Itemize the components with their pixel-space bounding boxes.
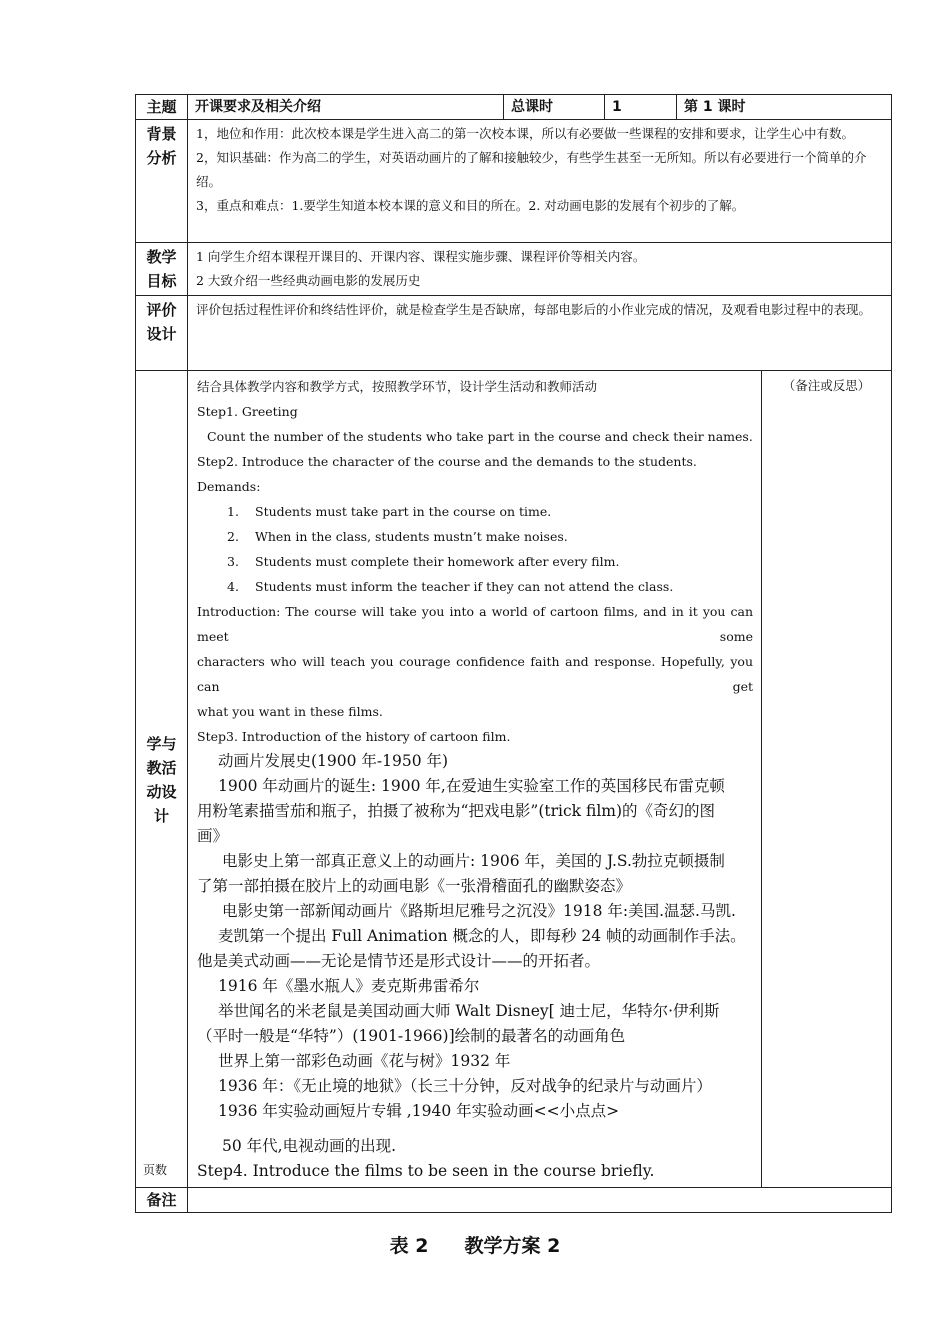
history-line: 画》 bbox=[197, 827, 229, 845]
evaluation-label-line1: 评价 bbox=[146, 301, 177, 319]
background-line-3: 3，重点和难点：1.要学生知道本校本课的意义和目的所在。2. 对动画电影的发展有个初步的了解。 bbox=[196, 198, 745, 213]
activities-row bbox=[136, 371, 892, 1188]
background-line-1: 1，地位和作用：此次校本课是学生进入高二的第一次校本课，所以有必要做一些课程的安排和要求，让学生心中有数。 bbox=[196, 126, 854, 141]
objective-line-2: 2 大致介绍一些经典动画电影的发展历史 bbox=[196, 273, 421, 288]
activities-content bbox=[188, 371, 762, 1188]
history-line: 电影史第一部新闻动画片《路斯坦尼雅号之沉没》1918 年:美国.温瑟.马凯. bbox=[222, 902, 736, 920]
evaluation-row bbox=[136, 296, 892, 371]
history-line: 世界上第一部彩色动画《花与树》1932 年 bbox=[218, 1052, 511, 1070]
remarks-row bbox=[136, 1188, 892, 1213]
objectives-label bbox=[136, 243, 188, 296]
step1-heading: Step1. Greeting bbox=[197, 404, 298, 419]
demand-number: 4. bbox=[227, 579, 239, 594]
background-label-line1: 背景 bbox=[146, 125, 177, 143]
demand-item bbox=[197, 499, 753, 524]
demand-text: Students must take part in the course on time. bbox=[255, 504, 552, 519]
caption-title: 教学方案 2 bbox=[464, 1235, 561, 1257]
objectives-content bbox=[188, 243, 892, 296]
step3-heading: Step3. Introduction of the history of cartoon film. bbox=[197, 729, 511, 744]
background-content bbox=[188, 120, 892, 243]
activities-label bbox=[136, 371, 188, 1188]
next-table-caption bbox=[0, 1231, 950, 1258]
demand-item bbox=[197, 574, 753, 599]
demand-text: Students must inform the teacher if they can not attend the class. bbox=[255, 579, 674, 594]
history-line: 用粉笔素描雪茄和瓶子，拍摄了被称为“把戏电影”(trick film)的《奇幻的图 bbox=[197, 802, 716, 820]
fifties-line: 50 年代,电视动画的出现. bbox=[222, 1137, 397, 1155]
topic-value: 开课要求及相关介绍 bbox=[188, 95, 504, 120]
page-count-label: 页数 bbox=[143, 1163, 168, 1177]
history-line: 举世闻名的米老鼠是美国动画大师 Walt Disney[ 迪士尼，华特尔·伊利斯 bbox=[218, 1002, 720, 1020]
demands-label: Demands: bbox=[197, 479, 261, 494]
activities-intro: 结合具体教学内容和教学方式，按照教学环节，设计学生活动和教师活动 bbox=[197, 379, 598, 394]
evaluation-label-line2: 设计 bbox=[146, 325, 177, 343]
objectives-label-line1: 教学 bbox=[146, 248, 177, 266]
evaluation-content bbox=[188, 296, 892, 371]
lesson-number: 第 1 课时 bbox=[677, 95, 892, 120]
note-reflection-column bbox=[762, 371, 892, 1188]
background-row bbox=[136, 120, 892, 243]
history-line: 1900 年动画片的诞生: 1900 年,在爱迪生实验室工作的英国移民布雷克顿 bbox=[218, 777, 725, 795]
objective-line-1: 1 向学生介绍本课程开课目的、开课内容、课程实施步骤、课程评价等相关内容。 bbox=[196, 249, 646, 264]
demand-text: When in the class, students mustn’t make noises. bbox=[255, 529, 568, 544]
demand-number: 2. bbox=[227, 529, 239, 544]
introduction-line-1: Introduction: The course will take you into a world of cartoon films, and in it you can meet some bbox=[197, 604, 753, 644]
background-label bbox=[136, 120, 188, 243]
remarks-label: 备注 bbox=[136, 1188, 188, 1213]
demand-item bbox=[197, 524, 753, 549]
demand-number: 1. bbox=[227, 504, 239, 519]
note-header: （备注或反思） bbox=[782, 378, 871, 393]
introduction-line-2: characters who will teach you courage confidence faith and response. Hopefully, you can get bbox=[197, 654, 753, 694]
demand-item bbox=[197, 549, 753, 574]
activities-label-line4: 计 bbox=[153, 807, 169, 825]
activities-label-line2: 教活 bbox=[146, 759, 177, 777]
demand-text: Students must complete their homework after every film. bbox=[255, 554, 620, 569]
objectives-label-line2: 目标 bbox=[146, 272, 177, 290]
evaluation-label bbox=[136, 296, 188, 371]
history-list bbox=[197, 749, 753, 1124]
topic-label: 主题 bbox=[136, 95, 188, 120]
header-row bbox=[136, 95, 892, 120]
lesson-plan-table bbox=[135, 94, 892, 1213]
history-line: 动画片发展史(1900 年-1950 年) bbox=[218, 752, 449, 770]
history-line: （平时一般是“华特”）(1901-1966)]绘制的最著名的动画角色 bbox=[197, 1027, 626, 1045]
step4-heading: Step4. Introduce the films to be seen in the course briefly. bbox=[197, 1162, 655, 1180]
history-line: 了第一部拍摄在胶片上的动画电影《一张滑稽面孔的幽默姿态》 bbox=[197, 877, 632, 895]
history-line: 麦凯第一个提出 Full Animation 概念的人，即每秒 24 帧的动画制作手法。 bbox=[218, 927, 746, 945]
total-hours-label: 总课时 bbox=[504, 95, 605, 120]
history-line: 1936 年实验动画短片专辑 ,1940 年实验动画<<小点点> bbox=[218, 1102, 620, 1120]
demand-number: 3. bbox=[227, 554, 239, 569]
objectives-row bbox=[136, 243, 892, 296]
history-line: 电影史上第一部真正意义上的动画片: 1906 年，美国的 J.S.勃拉克顿摄制 bbox=[222, 852, 725, 870]
introduction-line-3: what you want in these films. bbox=[197, 704, 383, 719]
step1-detail: Count the number of the students who take part in the course and check their names. bbox=[207, 429, 753, 444]
caption-table-number: 表 2 bbox=[389, 1235, 429, 1257]
total-hours-value: 1 bbox=[605, 95, 677, 120]
history-line: 1916 年《墨水瓶人》麦克斯弗雷希尔 bbox=[218, 977, 480, 995]
activities-label-line3: 动设 bbox=[146, 783, 177, 801]
remarks-value bbox=[188, 1188, 892, 1213]
step2-heading: Step2. Introduce the character of the course and the demands to the students. bbox=[197, 454, 697, 469]
activities-label-line1: 学与 bbox=[146, 735, 177, 753]
background-label-line2: 分析 bbox=[146, 149, 177, 167]
history-line: 他是美式动画——无论是情节还是形式设计——的开拓者。 bbox=[197, 952, 601, 970]
evaluation-text: 评价包括过程性评价和终结性评价，就是检查学生是否缺席，每部电影后的小作业完成的情况，及观看电影过程中的表现。 bbox=[196, 302, 872, 317]
history-line: 1936 年：《无止境的地狱》（长三十分钟，反对战争的纪录片与动画片） bbox=[218, 1077, 712, 1095]
background-line-2: 2，知识基础：作为高二的学生，对英语动画片的了解和接触较少，有些学生甚至一无所知。所以有必要进行一个简单的介绍。 bbox=[196, 150, 867, 189]
